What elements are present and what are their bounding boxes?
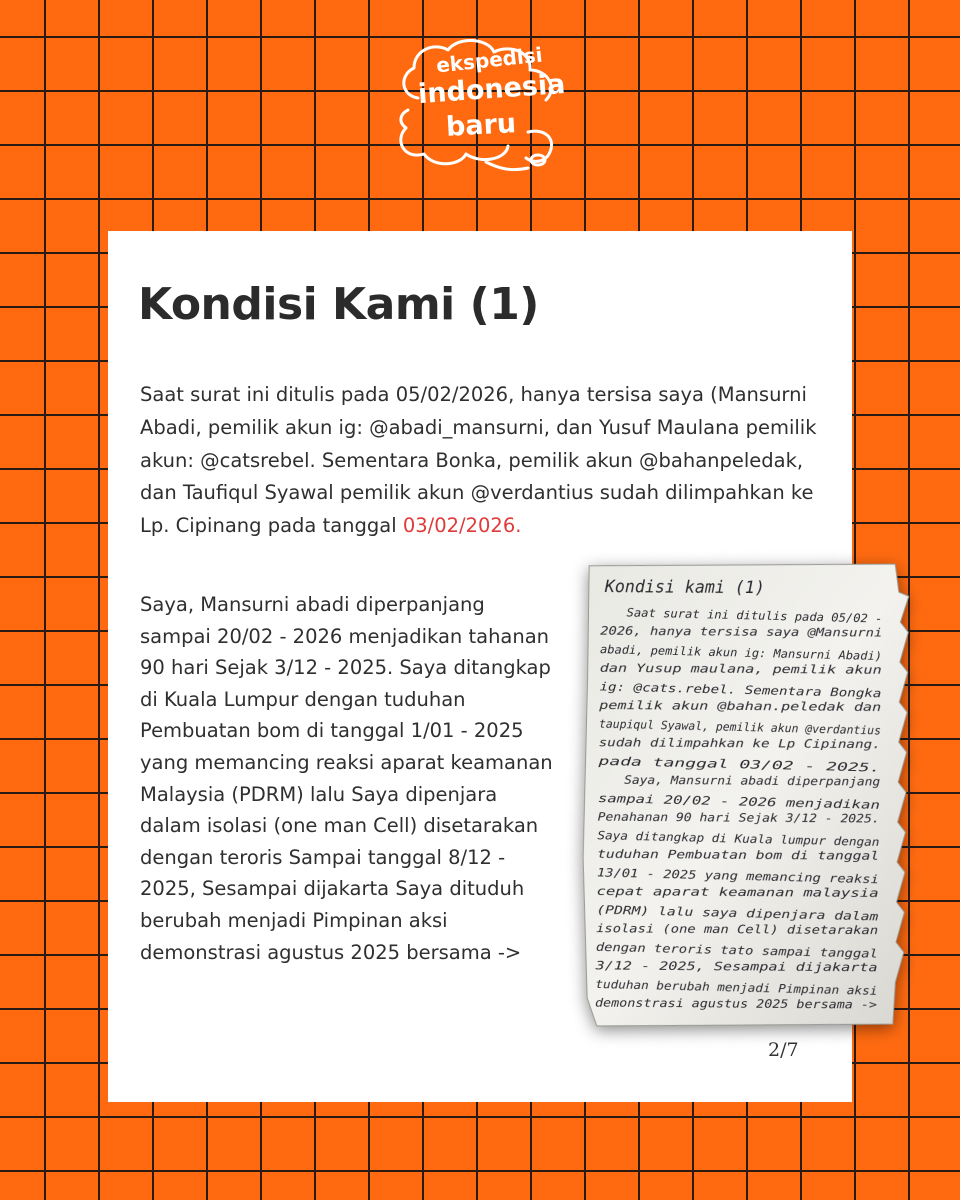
handwritten-note-paper <box>577 558 914 1033</box>
highlight-date: 03/02/2026. <box>402 514 522 538</box>
handwritten-line: sampai 20/02 - 2026 menjadikan <box>597 790 806 811</box>
handwritten-line: Saya, Mansurni abadi diperpanjang <box>624 772 853 789</box>
handwritten-line: tuduhan Pembuatan bom di tanggal <box>597 846 819 863</box>
handwritten-line: cepat aparat keamanan malaysia <box>596 883 805 900</box>
handwritten-line: 3/12 - 2025, Sesampai dijakarta <box>595 958 811 974</box>
paragraph-intro <box>140 379 820 543</box>
handwritten-line: sudah dilimpahkan ke Lp Cipinang. <box>598 735 828 751</box>
handwritten-line: Saat surat ini ditulis pada 05/02 - <box>626 605 869 626</box>
handwritten-line: dengan teroris tato sampai tanggal <box>595 939 832 960</box>
handwritten-line: Penahanan 90 hari Sejak 3/12 - 2025. <box>597 809 847 826</box>
paragraph-intro-text: Saat surat ini ditulis pada 05/02/2026, hanya tersisa saya (Mansurni Abadi, pemilik akun ig: @abadi_mansurni, dan Yusuf Maulana pemilik akun: @catsrebel. Sementara Bonka, pemilik akun @bahanpeledak, dan Taufiqul Syawal pemilik akun @verdantius sudah dilimpahkan ke Lp. Cipinang pada tanggal <box>140 383 817 538</box>
logo-text-ekspedisi: ekspedisi <box>435 42 544 78</box>
brand-logo <box>388 36 578 186</box>
handwritten-note-photo <box>577 558 914 1033</box>
handwritten-line: isolasi (one man Cell) disetarakan <box>596 921 832 937</box>
handwritten-line: pada tanggal 03/02 - 2025. <box>598 753 779 773</box>
logo-text-indonesia: indonesia <box>417 68 567 111</box>
logo-text-baru: baru <box>445 108 517 143</box>
handwritten-line: (PDRM) lalu saya dipenjara dalam <box>596 902 819 922</box>
handwritten-line: taupiqul Syawal, pemilik akun @verdantius <box>598 716 883 738</box>
handwritten-line: 2026, hanya tersisa saya @Mansurni <box>600 623 836 640</box>
page-indicator: 2/7 <box>768 1039 799 1061</box>
handwritten-line: dan Yusup maulana, pemilik akun <box>599 660 815 677</box>
handwritten-line: demonstrasi agustus 2025 bersama -> <box>595 995 838 1012</box>
handwritten-line: 13/01 - 2025 yang memancing reaksi <box>596 865 833 886</box>
page-title: Kondisi Kami (1) <box>138 279 539 330</box>
handwritten-line: ig: @cats.rebel. Sementara Bongka <box>599 679 829 699</box>
handwritten-line: tuduhan berubah menjadi Pimpinan aksi <box>595 976 852 998</box>
handwritten-line: abadi, pemilik akun ig: Mansurni Abadi) <box>599 642 871 663</box>
handwritten-line: Saya ditangkap di Kuala lumpur dengan <box>597 828 854 849</box>
handwritten-title: Kondisi kami (1) <box>604 577 769 599</box>
paragraph-detail: Saya, Mansurni abadi diperpanjang sampai 20/02 - 2026 menjadikan tahanan 90 hari Sejak 3/12 - 2025. Saya ditangkap di Kuala Lumpur dengan tuduhan Pembuatan bom di tanggal 1/01 - 2025 yang memancing reaksi aparat keamanan Malaysia (PDRM) lalu Saya dipenjara dalam isolasi (one man Cell) disetarakan dengan teroris Sampai tanggal 8/12 - 2025, Sesampai dijakarta Saya dituduh berubah menjadi Pimpinan aksi demonstrasi agustus 2025 bersama -> <box>140 593 553 964</box>
handwritten-line: pemilik akun @bahan.peledak dan <box>599 697 814 714</box>
